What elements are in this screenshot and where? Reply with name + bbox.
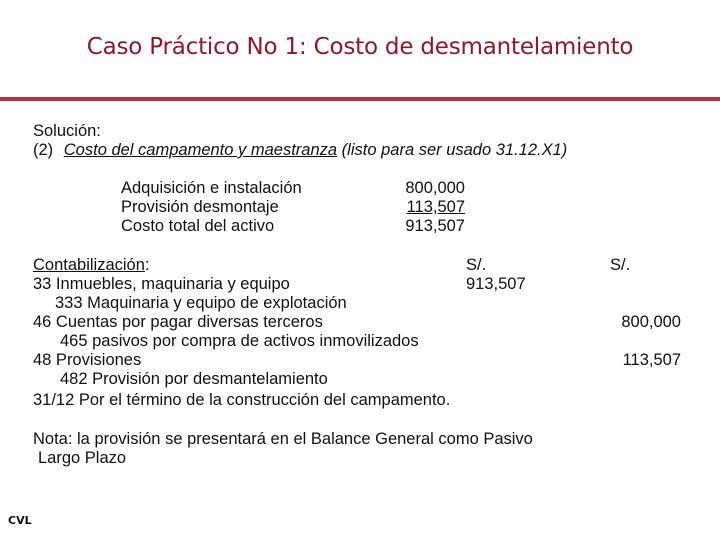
- summary-value: 800,000: [405, 179, 465, 197]
- journal-line: 465 pasivos por compra de activos inmovilizados: [60, 332, 419, 350]
- journal-line: 46 Cuentas por pagar diversas terceros: [33, 313, 323, 331]
- page-title: Caso Práctico No 1: Costo de desmantelamiento: [86, 34, 634, 60]
- summary-label: Adquisición e instalación: [121, 179, 302, 197]
- summary-value: 913,507: [405, 217, 465, 235]
- solution-item: [33, 141, 567, 160]
- debit-amount: 913,507: [466, 275, 526, 293]
- note-line: Largo Plazo: [38, 449, 127, 467]
- note-line: Nota: la provisión se presentará en el Balance General como Pasivo: [33, 430, 533, 448]
- journal-line: 482 Provisión por desmantelamiento: [60, 370, 328, 388]
- solution-item-number: (2): [33, 141, 54, 159]
- journal-line: 31/12 Por el término de la construcción del campamento.: [33, 391, 451, 409]
- footer-initials: CVL: [8, 514, 32, 527]
- solution-item-title: Costo del campamento y maestranza: [63, 141, 338, 159]
- solution-item-rest: (listo para ser usado 31.12.X1): [341, 141, 568, 159]
- summary-value: 113,507: [406, 198, 465, 216]
- debit-currency: S/.: [466, 256, 487, 274]
- credit-amount: 800,000: [621, 313, 681, 331]
- summary-label: Costo total del activo: [121, 217, 275, 235]
- solution-heading: Solución:: [33, 122, 101, 140]
- journal-line: 48 Provisiones: [33, 351, 142, 369]
- journal-line: 33 Inmuebles, maquinaria y equipo: [33, 275, 290, 293]
- credit-amount: 113,507: [622, 351, 681, 369]
- summary-label: Provisión desmontaje: [121, 198, 279, 216]
- credit-currency: S/.: [610, 256, 631, 274]
- title-divider: [0, 97, 720, 101]
- journal-line: 333 Maquinaria y equipo de explotación: [55, 294, 347, 312]
- journal-heading: Contabilización:: [33, 256, 150, 274]
